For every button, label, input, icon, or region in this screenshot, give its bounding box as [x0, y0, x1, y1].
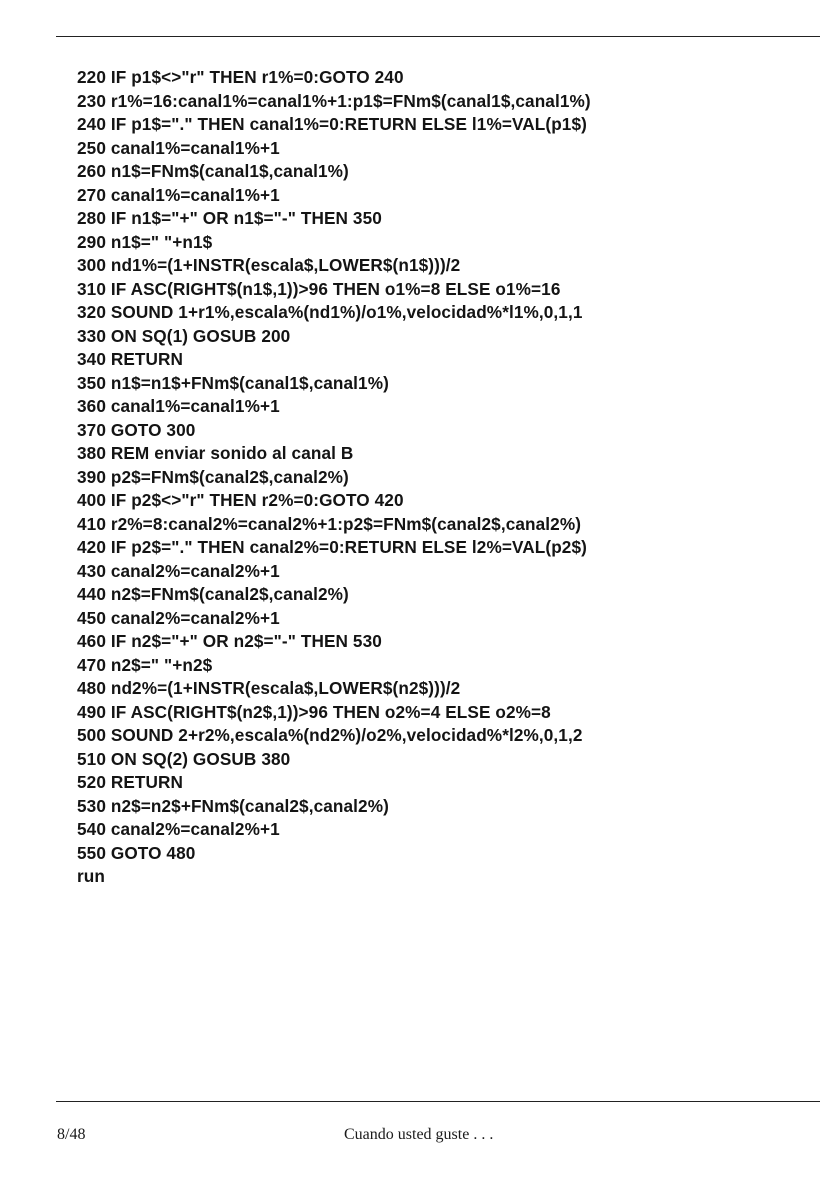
code-line: 360 canal1%=canal1%+1 — [77, 396, 280, 416]
code-line: 220 IF p1$<>"r" THEN r1%=0:GOTO 240 — [77, 67, 404, 87]
code-line: 510 ON SQ(2) GOSUB 380 — [77, 748, 291, 769]
code-line: 390 p2$=FNm$(canal2$,canal2%) — [77, 466, 349, 487]
code-line: 310 IF ASC(RIGHT$(n1$,1))>96 THEN o1%=8 ELSE o1%=16 — [77, 278, 561, 299]
code-line: 530 n2$=n2$+FNm$(canal2$,canal2%) — [77, 795, 389, 816]
footer-rule — [56, 1101, 820, 1102]
code-line: 290 n1$=" "+n1$ — [77, 231, 213, 252]
code-line: 300 nd1%=(1+INSTR(escala$,LOWER$(n1$)))/2 — [77, 255, 461, 275]
code-line: 260 n1$=FNm$(canal1$,canal1%) — [77, 161, 349, 181]
code-line: 320 SOUND 1+r1%,escala%(nd1%)/o1%,velocidad%*l1%,0,1,1 — [77, 302, 583, 322]
code-line: 450 canal2%=canal2%+1 — [77, 607, 280, 628]
code-line: 250 canal1%=canal1%+1 — [77, 137, 280, 158]
code-line: 410 r2%=8:canal2%=canal2%+1:p2$=FNm$(canal2$,canal2%) — [77, 513, 582, 534]
running-title: Cuando usted guste . . . — [344, 1126, 494, 1143]
code-line: 430 canal2%=canal2%+1 — [77, 560, 280, 581]
code-line: 340 RETURN — [77, 349, 184, 369]
code-line: 490 IF ASC(RIGHT$(n2$,1))>96 THEN o2%=4 ELSE o2%=8 — [77, 701, 551, 722]
code-line: 540 canal2%=canal2%+1 — [77, 819, 280, 839]
code-line: 280 IF n1$="+" OR n1$="-" THEN 350 — [77, 208, 382, 228]
code-line: 460 IF n2$="+" OR n2$="-" THEN 530 — [77, 631, 382, 651]
basic-listing — [77, 66, 777, 889]
code-line: 350 n1$=n1$+FNm$(canal1$,canal1%) — [77, 372, 389, 393]
code-line: 380 REM enviar sonido al canal B — [77, 443, 354, 463]
code-line: 330 ON SQ(1) GOSUB 200 — [77, 325, 291, 346]
page-number: 8/48 — [57, 1126, 86, 1143]
code-line: 500 SOUND 2+r2%,escala%(nd2%)/o2%,velocidad%*l2%,0,1,2 — [77, 725, 583, 745]
code-line: 470 n2$=" "+n2$ — [77, 654, 213, 675]
code-line: 400 IF p2$<>"r" THEN r2%=0:GOTO 420 — [77, 490, 404, 510]
code-line: 270 canal1%=canal1%+1 — [77, 184, 280, 205]
code-line: 440 n2$=FNm$(canal2$,canal2%) — [77, 584, 349, 604]
code-line: run — [77, 866, 105, 886]
code-line: 550 GOTO 480 — [77, 842, 196, 863]
code-line: 240 IF p1$="." THEN canal1%=0:RETURN ELSE l1%=VAL(p1$) — [77, 114, 587, 134]
code-line: 520 RETURN — [77, 772, 184, 792]
code-line: 370 GOTO 300 — [77, 419, 196, 440]
code-line: 230 r1%=16:canal1%=canal1%+1:p1$=FNm$(canal1$,canal1%) — [77, 90, 591, 111]
header-rule — [56, 36, 820, 37]
code-line: 420 IF p2$="." THEN canal2%=0:RETURN ELSE l2%=VAL(p2$) — [77, 537, 587, 557]
code-line: 480 nd2%=(1+INSTR(escala$,LOWER$(n2$)))/2 — [77, 678, 461, 698]
